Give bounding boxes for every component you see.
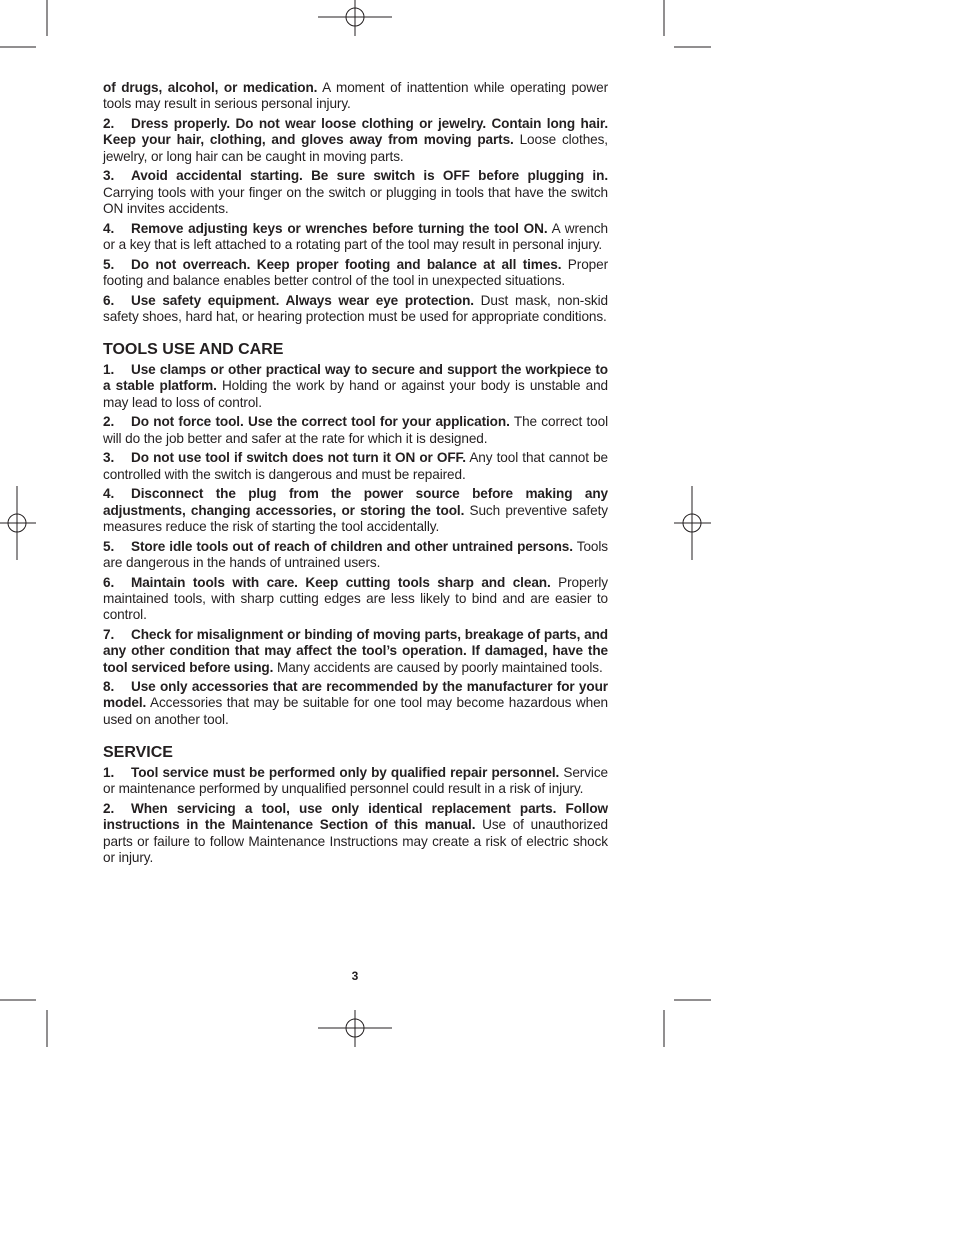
item-number: 4.	[103, 486, 115, 502]
personal-safety-list	[103, 116, 608, 325]
personal-safety-item	[103, 168, 608, 217]
item-text: Any tool that cannot be controlled with the switch is dangerous and must be repaired.	[103, 450, 608, 482]
item-text: Dust mask, non-skid safety shoes, hard hat, or hearing protection must be used for appropriate conditions.	[103, 292, 608, 324]
item-bold-text: Store idle tools out of reach of children and other untrained persons.	[131, 538, 573, 554]
item-number: 8.	[103, 679, 115, 695]
personal-safety-item	[103, 293, 608, 326]
item-number: 3.	[103, 450, 115, 466]
item-bold-text: Do not use tool if switch does not turn it ON or OFF.	[131, 450, 466, 466]
item-number: 2.	[103, 115, 115, 131]
service-list	[103, 765, 608, 866]
item-text: Many accidents are caused by poorly maintained tools.	[273, 659, 603, 675]
item-number: 6.	[103, 574, 115, 590]
item-text: Service or maintenance performed by unqualified personnel could result in a risk of injury.	[103, 765, 608, 797]
intro-paragraph	[103, 80, 608, 113]
item-text: Tools are dangerous in the hands of untrained users.	[103, 538, 608, 570]
item-text: Properly maintained tools, with sharp cutting edges are less likely to bind and are easier to control.	[103, 574, 608, 623]
item-number: 2.	[103, 414, 115, 430]
tools-use-item	[103, 539, 608, 572]
item-text: Accessories that may be suitable for one tool may become hazardous when used on another tool.	[103, 695, 608, 727]
page-number: 3	[351, 969, 359, 983]
item-number: 4.	[103, 220, 115, 236]
item-number: 2.	[103, 801, 115, 817]
registration-mark-left	[0, 486, 36, 560]
item-bold-text: Use only accessories that are recommended by the manufacturer for your model.	[103, 679, 608, 711]
item-number: 7.	[103, 626, 115, 642]
tools-use-item	[103, 575, 608, 624]
item-bold-text: Remove adjusting keys or wrenches before turning the tool ON.	[131, 220, 548, 236]
page-body	[103, 80, 608, 870]
intro-bold: of drugs, alcohol, or medication.	[103, 80, 318, 95]
item-number: 1.	[103, 765, 115, 781]
tools-use-item	[103, 450, 608, 483]
tools-use-item	[103, 414, 608, 447]
item-bold-text: Use clamps or other practical way to secure and support the workpiece to a stable platform.	[103, 362, 608, 394]
registration-mark-right	[674, 486, 711, 560]
tools-use-item	[103, 679, 608, 728]
item-bold-text: Do not overreach. Keep proper footing and balance at all times.	[131, 256, 562, 272]
item-bold-text: Use safety equipment. Always wear eye protection.	[131, 292, 474, 308]
item-bold-text: Disconnect the plug from the power source before making any adjustments, changing accessories, or storing the tool.	[103, 486, 608, 518]
item-text: Holding the work by hand or against your body is unstable and may lead to loss of control.	[103, 378, 608, 410]
item-number: 1.	[103, 362, 115, 378]
item-bold-text: Check for misalignment or binding of moving parts, breakage of parts, and any other condition that may affect the tool’s operation. If damaged, have the tool serviced before using.	[103, 626, 608, 675]
registration-mark-top	[318, 0, 392, 36]
item-number: 6.	[103, 292, 115, 308]
personal-safety-item	[103, 257, 608, 290]
item-number: 5.	[103, 256, 115, 272]
tools-use-item	[103, 486, 608, 535]
item-text: The correct tool will do the job better and safer at the rate for which it is designed.	[103, 414, 608, 446]
service-item	[103, 801, 608, 866]
item-number: 3.	[103, 168, 115, 184]
item-bold-text: When servicing a tool, use only identical replacement parts. Follow instructions in the Maintenance Section of this manual.	[103, 801, 608, 833]
item-text: Proper footing and balance enables better control of the tool in unexpected situations.	[103, 256, 608, 288]
tools-use-heading: TOOLS USE AND CARE	[103, 341, 284, 359]
personal-safety-item	[103, 116, 608, 165]
item-bold-text: Maintain tools with care. Keep cutting tools sharp and clean.	[131, 574, 551, 590]
item-number: 5.	[103, 538, 115, 554]
service-heading: SERVICE	[103, 744, 173, 762]
item-text: Such preventive safety measures reduce the risk of starting the tool accidentally.	[103, 502, 608, 534]
item-bold-text: Avoid accidental starting. Be sure switch is OFF before plugging in.	[131, 168, 608, 184]
registration-mark-bottom	[318, 1010, 392, 1047]
item-text: Carrying tools with your finger on the switch or plugging in tools that have the switch ON invites accidents.	[103, 184, 608, 216]
item-text: Use of unauthorized parts or failure to follow Maintenance Instructions may create a risk of electric shock or injury.	[103, 817, 608, 865]
tools-use-item	[103, 362, 608, 411]
intro-text: A moment of inattention while operating power tools may result in serious personal injury.	[103, 80, 608, 112]
service-item	[103, 765, 608, 798]
item-text: A wrench or a key that is left attached to a rotating part of the tool may result in personal injury.	[103, 220, 608, 252]
item-bold-text: Dress properly. Do not wear loose clothing or jewelry. Contain long hair. Keep your hair, clothing, and gloves away from moving parts.	[103, 115, 608, 148]
tools-use-item	[103, 627, 608, 676]
item-bold-text: Tool service must be performed only by qualified repair personnel.	[131, 765, 560, 781]
item-text: Loose clothes, jewelry, or long hair can be caught in moving parts.	[103, 132, 608, 164]
tools-use-list	[103, 362, 608, 728]
item-bold-text: Do not force tool. Use the correct tool for your application.	[131, 414, 510, 430]
personal-safety-item	[103, 221, 608, 254]
